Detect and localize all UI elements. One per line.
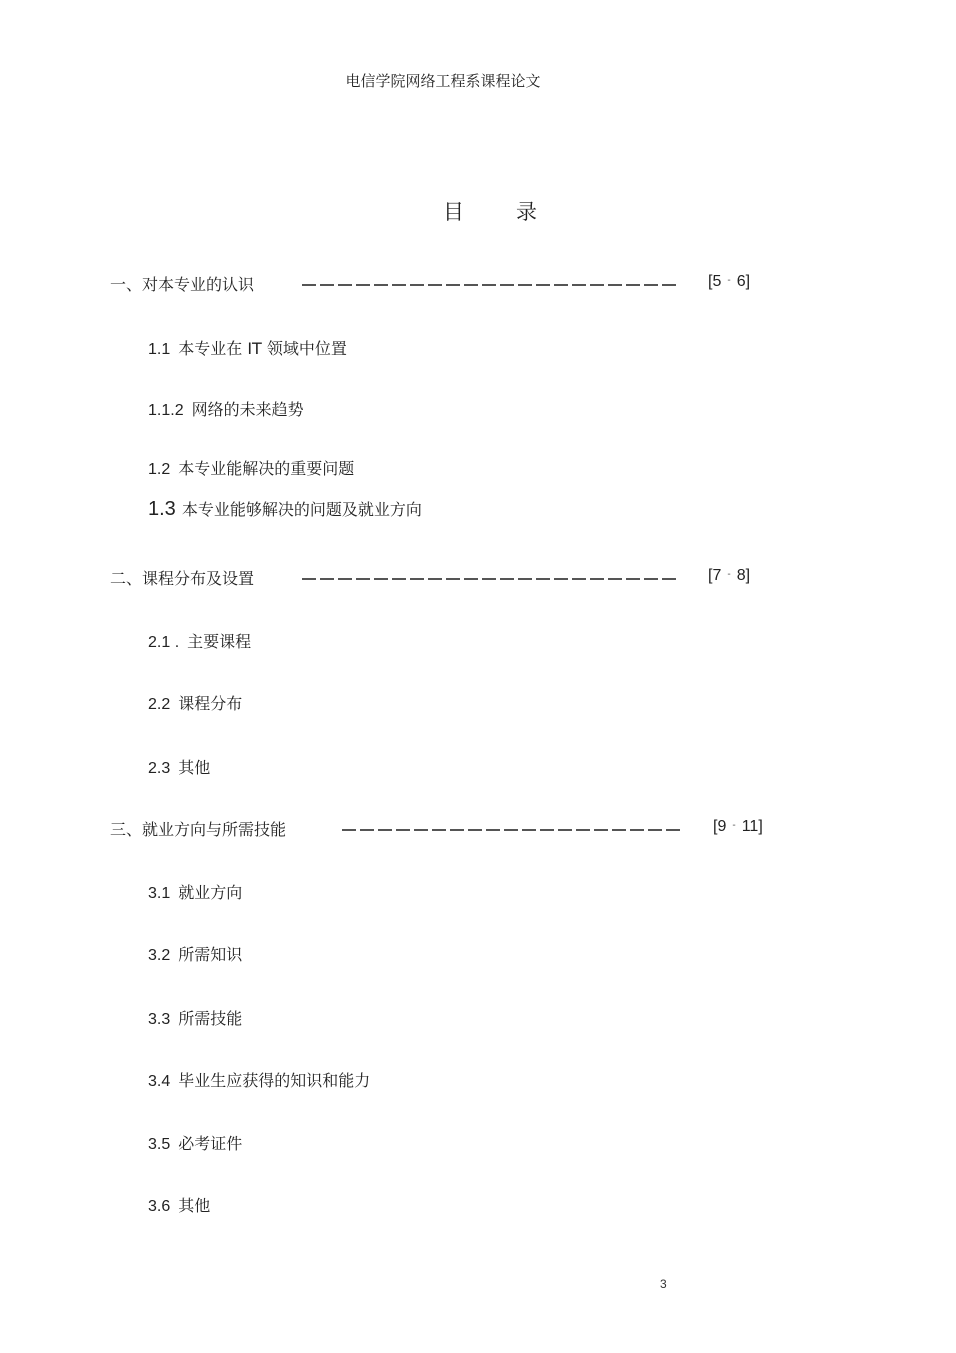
toc-item-3-3[interactable]: 3.3 所需技能 [148,1009,243,1028]
toc-item-3-1[interactable]: 3.1 就业方向 [148,883,243,902]
toc-item-3-4[interactable]: 3.4 毕业生应获得的知识和能力 [148,1071,371,1090]
toc-item-2-1[interactable]: 2.1 . 主要课程 [148,632,252,651]
toc-item-2-2[interactable]: 2.2 课程分布 [148,694,243,713]
page-number: 3 [660,1277,667,1291]
toc-section-1-pages: [5 - 6] [708,273,751,290]
toc-item-1-2[interactable]: 1.2 本专业能解决的重要问题 [148,459,355,478]
toc-leader-dashes [302,284,678,286]
toc-item-1-3[interactable]: 1.3 本专业能够解决的问题及就业方向 [148,498,422,520]
toc-title [443,196,537,226]
toc-section-2[interactable]: 二、课程分布及设置 [110,569,255,588]
toc-section-3-pages: [9 - 11] [713,818,763,835]
toc-item-3-2[interactable]: 3.2 所需知识 [148,945,243,964]
toc-item-3-5[interactable]: 3.5 必考证件 [148,1134,243,1153]
toc-item-2-3[interactable]: 2.3 其他 [148,758,211,777]
toc-title-char-1: 目 [443,200,464,224]
toc-leader-dashes [342,829,680,831]
page-header: 电信学院网络工程系课程论文 [345,72,541,90]
toc-leader-dashes [302,578,678,580]
toc-section-1[interactable]: 一、对本专业的认识 [110,275,255,294]
toc-section-2-pages: [7 - 8] [708,567,751,584]
toc-item-1-1[interactable]: 1.1 本专业在 IT 领域中位置 [148,339,347,358]
toc-item-3-6[interactable]: 3.6 其他 [148,1196,211,1215]
toc-section-3[interactable]: 三、就业方向与所需技能 [110,820,287,839]
toc-item-1-1-2[interactable]: 1.1.2 网络的未来趋势 [148,400,304,419]
toc-title-char-2: 录 [516,200,537,224]
